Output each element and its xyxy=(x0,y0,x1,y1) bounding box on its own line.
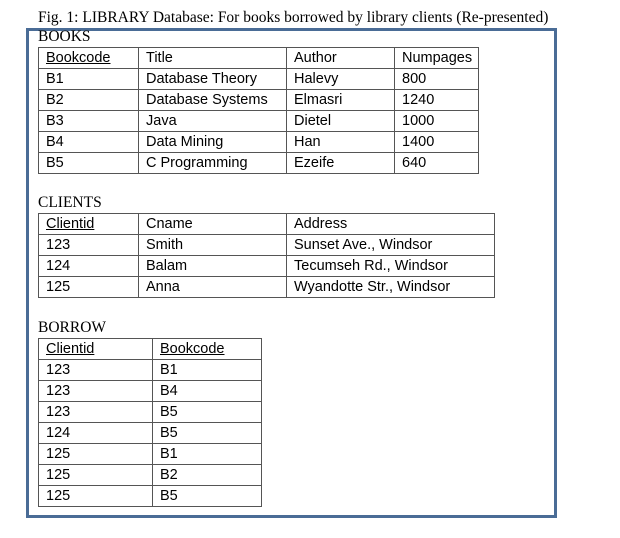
table-row xyxy=(39,402,262,423)
books-cell-title: Java xyxy=(139,111,287,132)
clients-header-cname: Cname xyxy=(139,214,287,235)
clients-cell-address: Wyandotte Str., Windsor xyxy=(287,277,495,298)
borrow-table xyxy=(38,338,262,507)
clients-cell-clientid: 125 xyxy=(39,277,139,298)
table-row xyxy=(39,235,495,256)
clients-header-address: Address xyxy=(287,214,495,235)
table-row xyxy=(39,277,495,298)
books-header-author: Author xyxy=(287,48,395,69)
books-cell-numpages: 1400 xyxy=(395,132,479,153)
borrow-cell-bookcode: B4 xyxy=(153,381,262,402)
borrow-cell-bookcode: B2 xyxy=(153,465,262,486)
books-cell-author: Halevy xyxy=(287,69,395,90)
books-cell-title: C Programming xyxy=(139,153,287,174)
books-cell-bookcode: B1 xyxy=(39,69,139,90)
books-cell-author: Elmasri xyxy=(287,90,395,111)
table-row xyxy=(39,256,495,277)
books-cell-author: Ezeife xyxy=(287,153,395,174)
books-cell-bookcode: B5 xyxy=(39,153,139,174)
clients-cell-address: Tecumseh Rd., Windsor xyxy=(287,256,495,277)
table-row xyxy=(39,153,479,174)
borrow-cell-bookcode: B5 xyxy=(153,423,262,444)
table-row xyxy=(39,69,479,90)
clients-table xyxy=(38,213,495,298)
borrow-cell-bookcode: B1 xyxy=(153,444,262,465)
borrow-cell-bookcode: B5 xyxy=(153,402,262,423)
clients-cell-cname: Smith xyxy=(139,235,287,256)
books-cell-title: Database Theory xyxy=(139,69,287,90)
table-row xyxy=(39,423,262,444)
borrow-cell-clientid: 125 xyxy=(39,486,153,507)
borrow-cell-clientid: 125 xyxy=(39,444,153,465)
books-cell-title: Data Mining xyxy=(139,132,287,153)
books-table xyxy=(38,47,479,174)
books-cell-bookcode: B3 xyxy=(39,111,139,132)
books-cell-numpages: 1000 xyxy=(395,111,479,132)
table-row xyxy=(39,465,262,486)
clients-cell-clientid: 124 xyxy=(39,256,139,277)
table-row xyxy=(39,444,262,465)
table-row xyxy=(39,381,262,402)
books-header-bookcode: Bookcode xyxy=(39,48,139,69)
clients-cell-clientid: 123 xyxy=(39,235,139,256)
books-cell-numpages: 1240 xyxy=(395,90,479,111)
borrow-cell-clientid: 125 xyxy=(39,465,153,486)
figure-caption: Fig. 1: LIBRARY Database: For books borrowed by library clients (Re-presented) xyxy=(38,9,549,26)
table-row xyxy=(39,90,479,111)
borrow-header-row xyxy=(39,339,262,360)
table-row xyxy=(39,360,262,381)
borrow-header-bookcode: Bookcode xyxy=(153,339,262,360)
books-header-numpages: Numpages xyxy=(395,48,479,69)
borrow-cell-clientid: 123 xyxy=(39,402,153,423)
clients-header-clientid: Clientid xyxy=(39,214,139,235)
books-cell-author: Dietel xyxy=(287,111,395,132)
clients-header-row xyxy=(39,214,495,235)
books-cell-numpages: 800 xyxy=(395,69,479,90)
table-row xyxy=(39,132,479,153)
books-cell-bookcode: B2 xyxy=(39,90,139,111)
books-section-title: BOOKS xyxy=(38,28,91,45)
table-row xyxy=(39,111,479,132)
borrow-section-title: BORROW xyxy=(38,319,107,336)
books-header-row xyxy=(39,48,479,69)
borrow-cell-bookcode: B1 xyxy=(153,360,262,381)
borrow-cell-bookcode: B5 xyxy=(153,486,262,507)
books-cell-numpages: 640 xyxy=(395,153,479,174)
clients-cell-cname: Anna xyxy=(139,277,287,298)
borrow-cell-clientid: 123 xyxy=(39,381,153,402)
books-cell-author: Han xyxy=(287,132,395,153)
books-header-title: Title xyxy=(139,48,287,69)
table-row xyxy=(39,486,262,507)
books-cell-title: Database Systems xyxy=(139,90,287,111)
clients-cell-cname: Balam xyxy=(139,256,287,277)
books-cell-bookcode: B4 xyxy=(39,132,139,153)
borrow-cell-clientid: 123 xyxy=(39,360,153,381)
clients-cell-address: Sunset Ave., Windsor xyxy=(287,235,495,256)
borrow-header-clientid: Clientid xyxy=(39,339,153,360)
clients-section-title: CLIENTS xyxy=(38,194,102,211)
borrow-cell-clientid: 124 xyxy=(39,423,153,444)
